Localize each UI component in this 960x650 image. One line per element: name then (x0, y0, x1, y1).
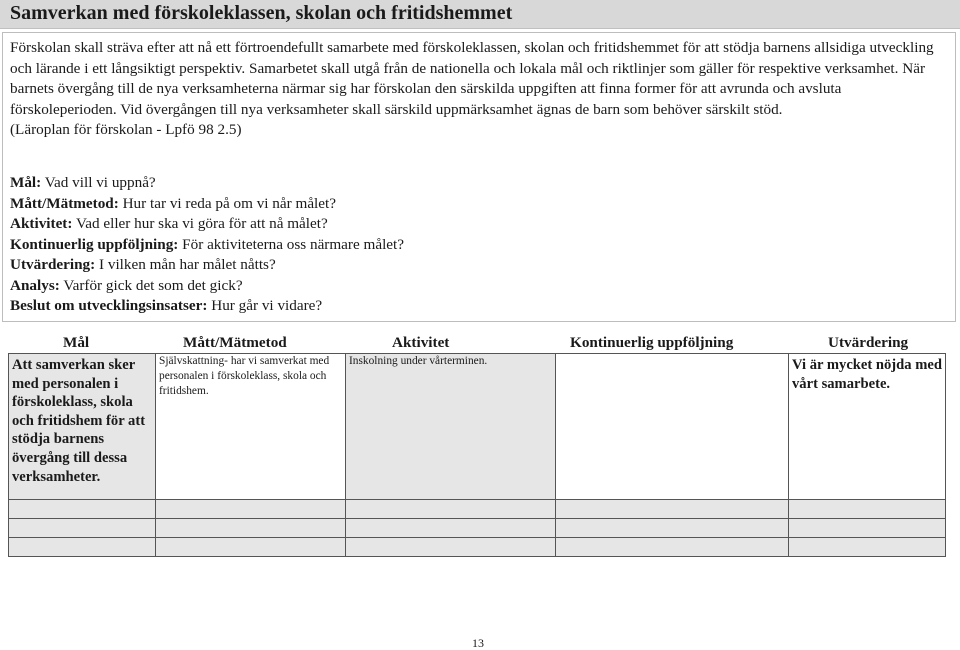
question-uppfoljning (10, 235, 950, 256)
empty-cell (789, 519, 946, 538)
intro-paragraph: Förskolan skall sträva efter att nå ett förtroendefullt samarbete med förskoleklassen, skolan och fritidshemmet för att stödja barnens allsidiga utveckling och lärande i ett långsiktigt perspektiv. Samarbetet skall utgå från de nationella och lokala mål och riktlinjer som gäller för respektive verksamhet. När barnets övergång till de nya verksamheterna närmar sig har förskolan den särskilda uppgiften att finna former för att avrunda och avsluta förskoleperioden. Vid övergången till nya verksamheter skall särskild uppmärksamhet ägnas de barn som behöver särskilt stöd. (10, 39, 934, 118)
question-label: Mål: (10, 174, 42, 191)
table-column-headers (0, 334, 960, 354)
empty-cell (156, 519, 346, 538)
empty-cell (346, 500, 556, 519)
question-label: Utvärdering: (10, 256, 96, 273)
empty-cell (556, 519, 789, 538)
question-text: Hur går vi vidare? (207, 297, 323, 314)
empty-cell (9, 500, 156, 519)
empty-cell (556, 538, 789, 557)
question-text: Vad vill vi uppnå? (41, 174, 156, 191)
cell-uppfoljning (556, 354, 789, 500)
question-text: Varför gick det som det gick? (59, 276, 243, 294)
empty-cell (9, 519, 156, 538)
column-header-uppfoljning: Kontinuerlig uppföljning (570, 334, 734, 351)
question-label: Analys: (10, 276, 60, 294)
table-row (9, 354, 946, 500)
cell-utvardering: Vi är mycket nöjda med vårt samarbete. (789, 354, 946, 500)
question-text: För aktiviteterna oss närmare målet? (178, 235, 404, 253)
table-row-empty (9, 538, 946, 557)
table-row-empty (9, 500, 946, 519)
cell-aktivitet: Inskolning under vårterminen. (346, 354, 556, 500)
empty-cell (346, 519, 556, 538)
column-header-mal: Mål (63, 334, 90, 351)
goals-table (8, 353, 946, 557)
intro-text (10, 38, 950, 141)
question-label: Kontinuerlig uppföljning: (10, 235, 179, 253)
empty-cell (556, 500, 789, 519)
table-row-empty (9, 519, 946, 538)
column-header-aktivitet: Aktivitet (392, 334, 450, 351)
question-aktivitet (10, 214, 950, 235)
empty-cell (789, 500, 946, 519)
column-header-matt: Mått/Mätmetod (183, 334, 287, 351)
column-header-utvardering: Utvärdering (828, 334, 909, 351)
question-analys (10, 276, 950, 297)
question-label: Aktivitet: (10, 215, 73, 232)
question-text: Vad eller hur ska vi göra för att nå målet? (72, 215, 328, 232)
cell-matt: Självskattning- har vi samverkat med personalen i förskoleklass, skola och fritidshem. (156, 354, 346, 500)
question-label: Mått/Mätmetod: (10, 194, 119, 212)
title-bar (0, 0, 960, 29)
question-matt (10, 194, 950, 215)
empty-cell (346, 538, 556, 557)
intro-reference: (Läroplan för förskolan - Lpfö 98 2.5) (10, 121, 242, 139)
empty-cell (156, 500, 346, 519)
empty-cell (9, 538, 156, 557)
empty-cell (156, 538, 346, 557)
question-beslut (10, 296, 950, 317)
question-mal (10, 173, 950, 194)
page-title: Samverkan med förskoleklassen, skolan och fritidshemmet (10, 2, 513, 24)
empty-cell (789, 538, 946, 557)
question-text: Hur tar vi reda på om vi når målet? (118, 194, 336, 212)
question-list (10, 173, 950, 317)
question-text: I vilken mån har målet nåtts? (95, 256, 276, 273)
page-number: 13 (472, 636, 484, 650)
cell-mal: Att samverkan sker med personalen i förskoleklass, skola och fritidshem för att stödja barnens övergång till dessa verksamheter. (9, 354, 156, 500)
question-label: Beslut om utvecklingsinsatser: (10, 297, 208, 314)
question-utvardering (10, 255, 950, 276)
